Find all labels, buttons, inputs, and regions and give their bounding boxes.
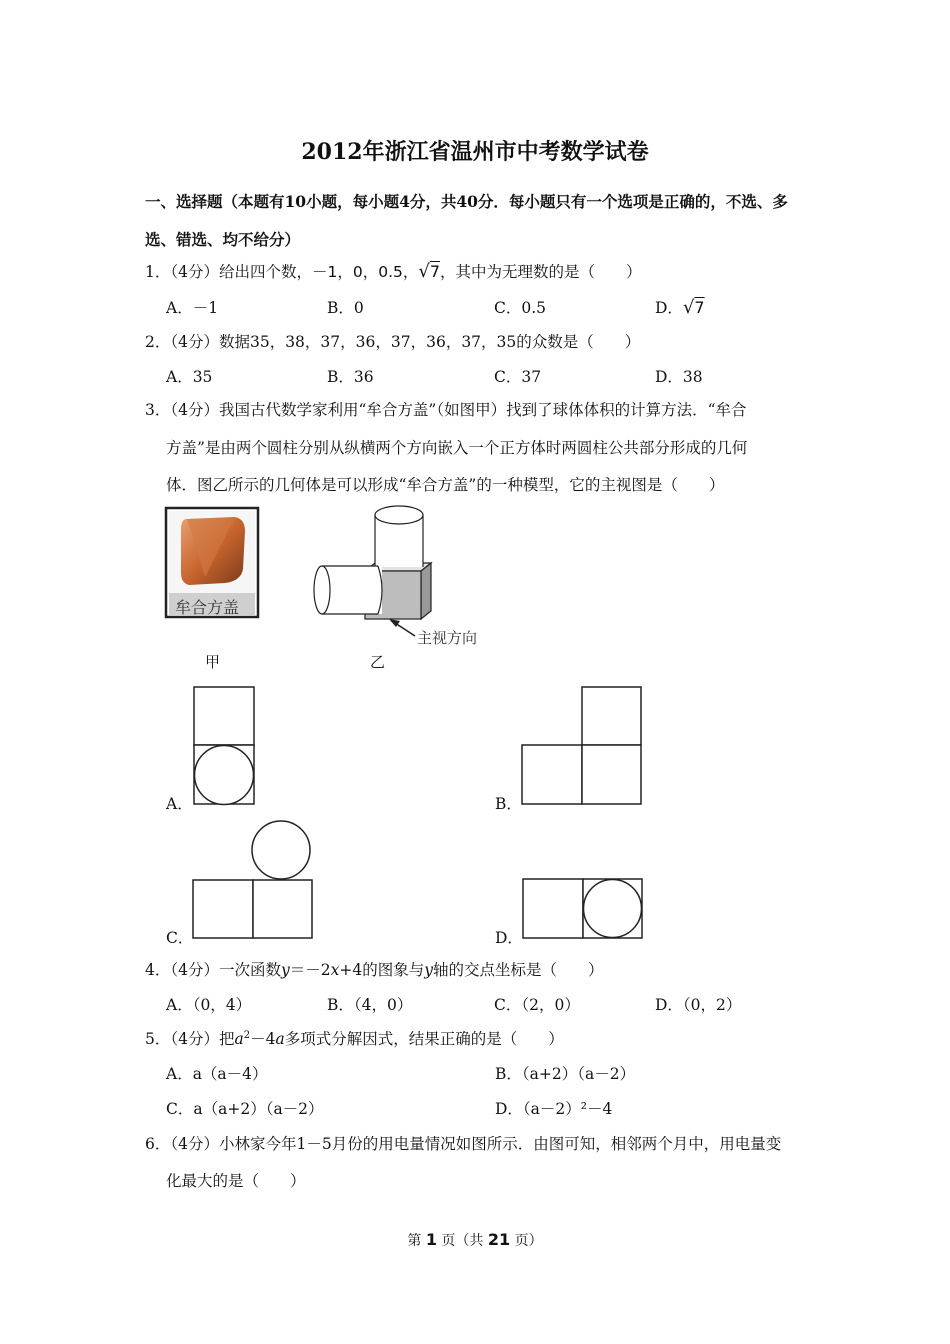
q1-prefix: 1．（4分）给出四个数，	[145, 263, 312, 281]
q2-option-b: B．36	[327, 368, 374, 386]
figure-jia-caption: 甲	[205, 653, 221, 671]
page-title: 2012年浙江省温州市中考数学试卷	[301, 139, 649, 165]
q2-option-d: D．38	[655, 368, 703, 386]
question-1	[145, 260, 642, 282]
arrow-label: 主视方向	[417, 629, 478, 647]
sqrt-seven: √7	[418, 261, 441, 282]
q4-option-c: C．（2，0）	[494, 996, 580, 1014]
q3-option-a-figure	[193, 686, 257, 806]
page-footer: 第 1 页（共 21 页）	[407, 1230, 543, 1249]
q1-numbers: －1，0，0.5，	[311, 263, 419, 281]
section-heading-line2: 选、错选、均不给分）	[145, 230, 301, 249]
q5-option-c: C．a（a+2）（a－2）	[166, 1100, 324, 1118]
question-6-line2: 化最大的是（ ）	[166, 1172, 306, 1190]
q5-option-d: D．（a－2）²－4	[495, 1100, 613, 1118]
section-heading-line1: 一、选择题（本题有10小题，每小题4分，共40分．每小题只有一个选项是正确的，不选、多	[145, 192, 788, 211]
q3-option-a: A．	[166, 795, 193, 813]
question-3-line3: 体．图乙所示的几何体是可以形成“牟合方盖”的一种模型，它的主视图是（ ）	[166, 476, 725, 494]
question-4: 4．（4分）一次函数y＝－2x+4的图象与y轴的交点坐标是（ ）	[145, 961, 604, 979]
question-2: 2．（4分）数据35，38，37，36，37，36，37，35的众数是（ ）	[145, 333, 641, 351]
q3-option-b-figure	[521, 686, 645, 806]
q1-option-d: D．√7	[655, 297, 705, 318]
q3-option-d-figure	[522, 878, 646, 942]
q2-option-a: A．35	[166, 368, 213, 386]
question-6-line1: 6．（4分）小林家今年1－5月份的用电量情况如图所示．由图可知，相邻两个月中，用电量变	[145, 1135, 782, 1153]
question-5: 5．（4分）把$a^2-4a$多项式分解因式，结果正确的是（ ）	[145, 1029, 564, 1048]
q4-option-d: D．（0，2）	[655, 996, 742, 1014]
q5-option-b: B．（a+2）（a－2）	[495, 1065, 636, 1083]
q3-option-b: B．	[495, 795, 522, 813]
figure-jia-label: 牟合方盖	[175, 598, 240, 617]
current-page: 1	[425, 1230, 437, 1249]
q4-option-a: A．（0，4）	[166, 996, 252, 1014]
total-pages: 21	[487, 1230, 511, 1249]
q1-option-c: C．0.5	[494, 299, 547, 317]
q3-option-d: D．	[495, 929, 523, 947]
figure-yi	[310, 503, 510, 653]
q1-option-b: B．0	[327, 299, 364, 317]
q3-option-c: C．	[166, 929, 194, 947]
q1-option-a: A．－1	[166, 299, 219, 317]
sqrt-seven-option: √7	[682, 297, 705, 318]
figure-yi-caption: 乙	[370, 653, 386, 671]
q5-option-a: A．a（a－4）	[166, 1065, 268, 1083]
q1-suffix: ，其中为无理数的是（ ）	[440, 263, 642, 281]
q2-option-c: C．37	[494, 368, 542, 386]
q3-option-c-figure	[192, 820, 316, 942]
q4-option-b: B．（4，0）	[327, 996, 413, 1014]
question-3-line2: 方盖”是由两个圆柱分别从纵横两个方向嵌入一个正方体时两圆柱公共部分形成的几何	[166, 439, 748, 457]
question-3-line1: 3．（4分）我国古代数学家利用“牟合方盖”（如图甲）找到了球体体积的计算方法．“牟合	[145, 401, 747, 419]
